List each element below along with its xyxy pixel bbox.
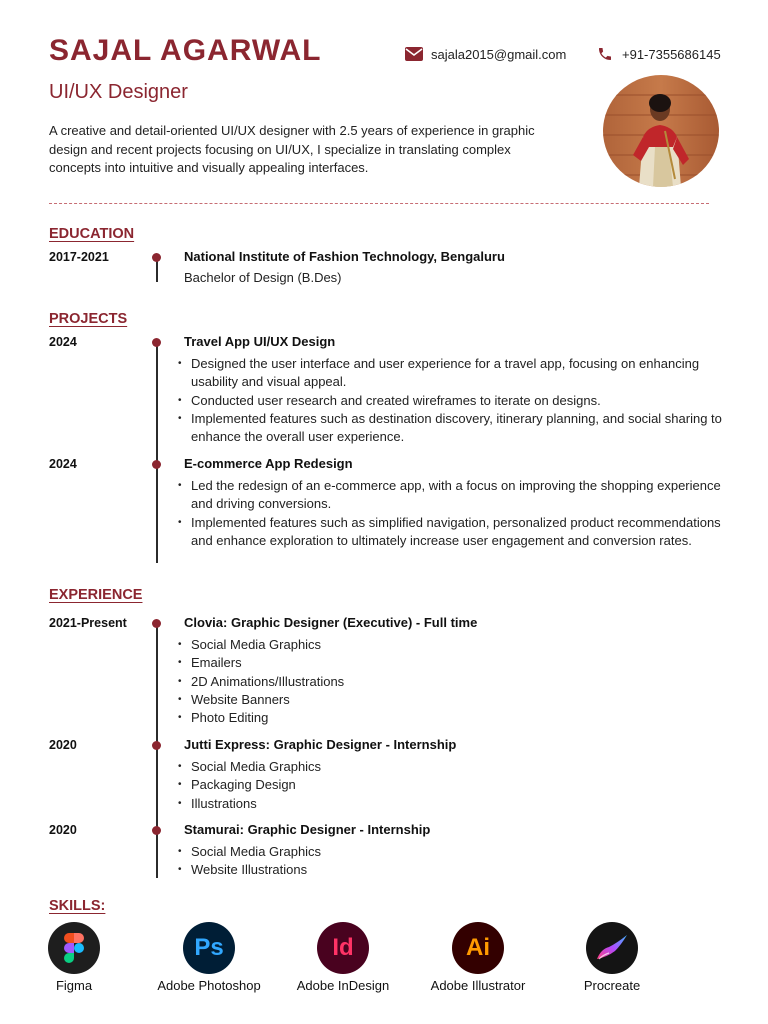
list-item: • Implemented features such as destination discovery, itinerary planning, and social sharing to enhance the overall user experience. — [176, 410, 726, 447]
experience-date: 2020 — [49, 738, 77, 752]
timeline-dot — [152, 741, 161, 750]
indesign-icon: Id — [317, 922, 369, 974]
list-item: • Implemented features such as simplified navigation, personalized product recommendations and enhance exploration to ultimately increase user engagement and conversion rates. — [176, 514, 726, 551]
skill-label: Adobe Illustrator — [430, 978, 526, 993]
projects-timeline — [156, 341, 158, 563]
list-item: • Packaging Design — [176, 776, 726, 794]
list-item: • Social Media Graphics — [176, 758, 726, 776]
timeline-dot — [152, 619, 161, 628]
project-date: 2024 — [49, 457, 77, 471]
timeline-dot — [152, 460, 161, 469]
projects-heading: PROJECTS — [49, 311, 128, 327]
email-text[interactable]: sajala2015@gmail.com — [431, 46, 567, 62]
skill-figma — [14, 922, 134, 993]
procreate-icon — [586, 922, 638, 974]
project-date: 2024 — [49, 335, 77, 349]
skill-label: Procreate — [583, 978, 641, 993]
figma-icon — [48, 922, 100, 974]
list-item: • 2D Animations/Illustrations — [176, 673, 726, 691]
experience-title: Jutti Express: Graphic Designer - Internship — [184, 737, 457, 752]
list-item: • Photo Editing — [176, 709, 726, 727]
experience-title: Clovia: Graphic Designer (Executive) - Full time — [184, 615, 478, 630]
photoshop-icon: Ps — [183, 922, 235, 974]
skills-heading: SKILLS: — [49, 898, 106, 914]
email-contact[interactable] — [405, 46, 566, 62]
timeline-dot — [152, 253, 161, 262]
education-school: National Institute of Fashion Technology, Bengaluru — [184, 249, 505, 264]
phone-contact[interactable] — [596, 46, 721, 62]
list-item: • Emailers — [176, 654, 726, 672]
experience-title: Stamurai: Graphic Designer - Internship — [184, 822, 431, 837]
list-item: • Conducted user research and created wireframes to iterate on designs. — [176, 392, 726, 410]
profile-photo — [603, 75, 719, 187]
project-bullets — [176, 355, 726, 446]
list-item: • Designed the user interface and user experience for a travel app, focusing on enhancing usability and visual appeal. — [176, 355, 726, 392]
skill-indesign — [283, 922, 403, 993]
list-item: • Website Illustrations — [176, 861, 726, 879]
list-item: • Led the redesign of an e-commerce app, with a focus on improving the shopping experience and driving conversions. — [176, 477, 726, 514]
header-divider — [49, 203, 709, 204]
experience-heading: EXPERIENCE — [49, 587, 143, 603]
project-bullets — [176, 477, 726, 550]
list-item: • Social Media Graphics — [176, 843, 726, 861]
candidate-role: UI/UX Designer — [49, 81, 188, 103]
education-heading: EDUCATION — [49, 226, 135, 242]
profile-summary: A creative and detail-oriented UI/UX designer with 2.5 years of experience in graphic design and recent projects focusing on UI/UX, I specialize in translating complex concepts into intuitive and visually appealing interfaces. — [49, 123, 535, 175]
experience-bullets — [176, 758, 726, 813]
skill-label: Figma — [55, 978, 93, 993]
envelope-icon — [405, 46, 423, 62]
skill-procreate — [552, 922, 672, 993]
candidate-name: SAJAL AGARWAL — [49, 34, 322, 67]
skill-photoshop — [149, 922, 269, 993]
list-item: • Social Media Graphics — [176, 636, 726, 654]
skill-illustrator — [418, 922, 538, 993]
illustrator-icon: Ai — [452, 922, 504, 974]
education-degree: Bachelor of Design (B.Des) — [184, 270, 342, 285]
phone-icon — [596, 46, 614, 62]
list-item: • Illustrations — [176, 795, 726, 813]
experience-bullets — [176, 843, 726, 880]
experience-timeline — [156, 622, 158, 878]
list-item: • Website Banners — [176, 691, 726, 709]
timeline-dot — [152, 338, 161, 347]
skill-label: Adobe InDesign — [296, 978, 390, 993]
project-title: E-commerce App Redesign — [184, 456, 353, 471]
timeline-dot — [152, 826, 161, 835]
experience-date: 2021-Present — [49, 616, 127, 630]
experience-bullets — [176, 636, 726, 727]
education-date: 2017-2021 — [49, 250, 109, 264]
experience-date: 2020 — [49, 823, 77, 837]
skill-label: Adobe Photoshop — [157, 978, 261, 993]
project-title: Travel App UI/UX Design — [184, 334, 336, 349]
phone-text[interactable]: +91-7355686145 — [622, 46, 721, 62]
